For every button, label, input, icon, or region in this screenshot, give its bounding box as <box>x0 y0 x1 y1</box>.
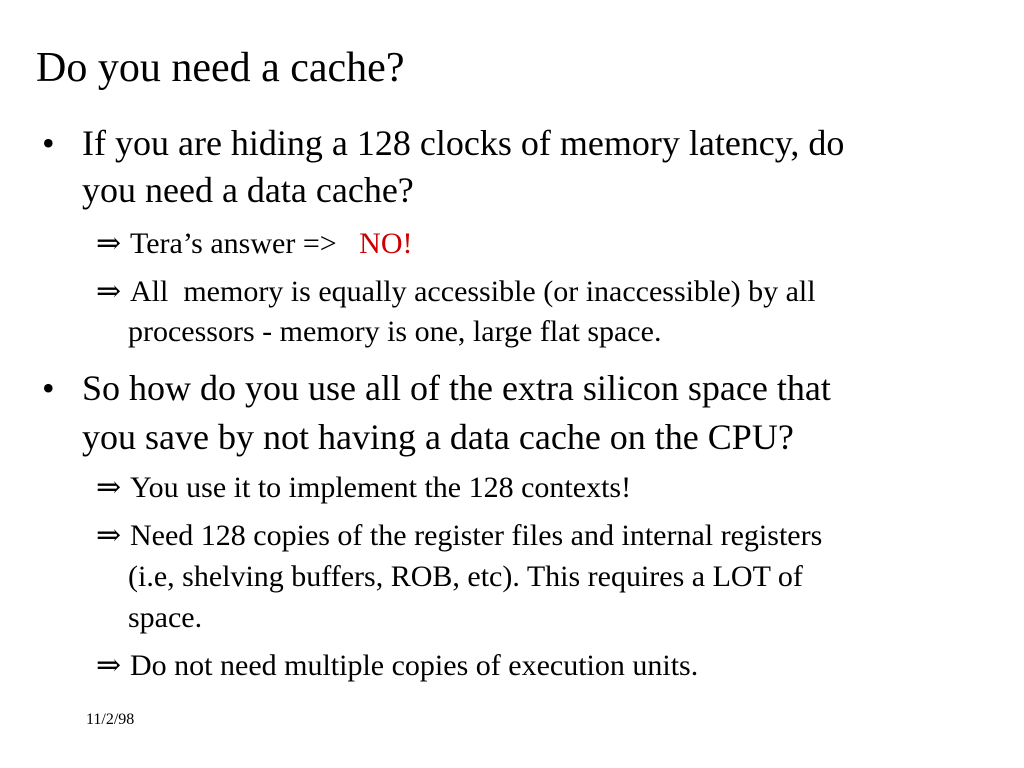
implies-arrow-icon: ⇒ <box>96 470 122 505</box>
sub-item-line-1: You use it to implement the 128 contexts! <box>130 471 632 504</box>
bullet-2-line-1: So how do you use all of the extra silicon space that <box>82 368 831 408</box>
implies-arrow-icon: ⇒ <box>96 518 122 553</box>
implies-arrow-icon: ⇒ <box>96 648 122 683</box>
bullet-dot-icon: • <box>42 368 55 408</box>
sub-item-text: Tera’s answer => <box>130 227 360 260</box>
answer-highlight: NO! <box>359 227 413 260</box>
bullet-1-line-1: If you are hiding a 128 clocks of memory latency, do <box>82 123 845 163</box>
bullet-1-line-2: you need a data cache? <box>82 170 414 210</box>
bullet-2-line-2: you save by not having a data cache on the CPU? <box>82 417 794 457</box>
sub-item-line-1: Need 128 copies of the register files and internal registers <box>130 519 823 552</box>
sub-item-line-2: processors - memory is one, large flat space. <box>128 315 662 348</box>
slide-date: 11/2/98 <box>86 711 135 728</box>
bullet-dot-icon: • <box>42 123 55 163</box>
sub-item-line-3: space. <box>128 601 203 634</box>
implies-arrow-icon: ⇒ <box>96 226 122 261</box>
sub-item-line-1: Do not need multiple copies of execution units. <box>130 649 699 682</box>
sub-item-line-2: (i.e, shelving buffers, ROB, etc). This requires a LOT of <box>128 560 803 593</box>
sub-item-line-1: All memory is equally accessible (or inaccessible) by all <box>130 275 816 308</box>
implies-arrow-icon: ⇒ <box>96 274 122 309</box>
slide-title: Do you need a cache? <box>36 45 405 91</box>
